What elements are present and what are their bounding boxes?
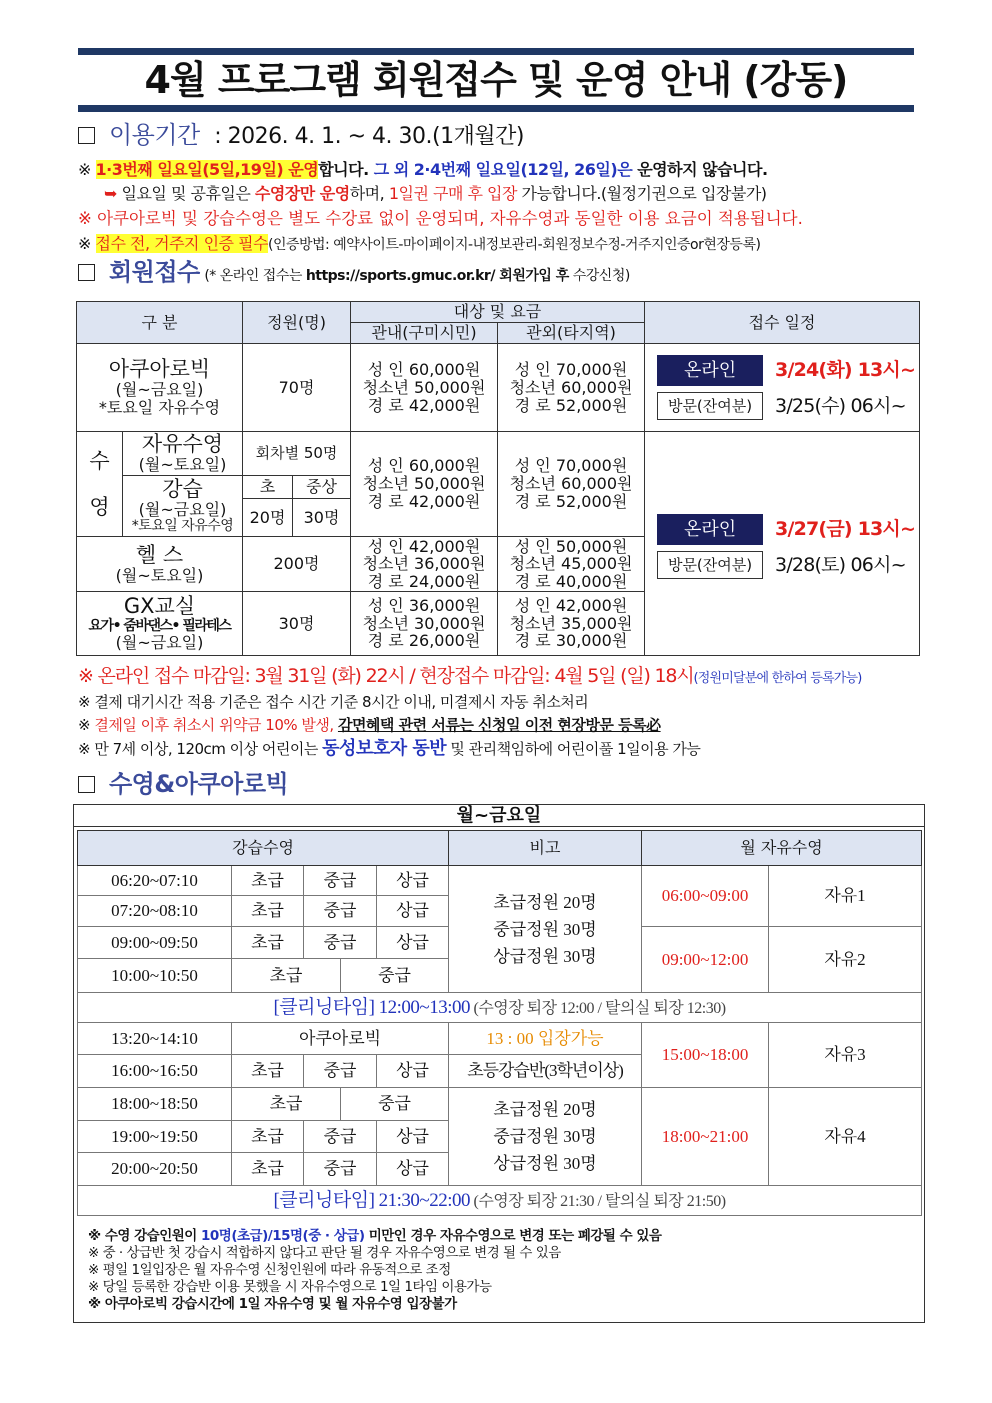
note [88, 1228, 661, 1245]
period-line [78, 121, 524, 150]
fee: 경 로 42,000원 [367, 492, 481, 511]
time-slot: 13:20~14:10 [78, 1023, 232, 1055]
fee: 성 인 70,000원 [514, 359, 628, 379]
aqua-note: 13 : 00 입장가능 [449, 1023, 642, 1055]
text: 수강신청) [568, 268, 630, 284]
capacity: 200명 [243, 537, 351, 592]
fee: 청소년 36,000원 [362, 554, 486, 574]
level: 상급 [377, 1121, 449, 1153]
capacity: 30명 [243, 592, 351, 656]
section-title: 회원접수 [109, 258, 200, 286]
capacity-note: 상급정원 30명 [493, 1154, 597, 1173]
capacity: 회차별 50명 [243, 432, 351, 476]
notice-1: ※ 1·3번째 일요일(5일,19일) 운영합니다. 그 외 2·4번째 일요일(12일, 26일)은 운영하지 않습니다. [78, 160, 768, 179]
header-division: 구 분 [77, 302, 243, 344]
note [78, 716, 661, 734]
text: 10명(초급)/15명(중 · 상급) [201, 1228, 365, 1244]
note: ※ 평일 1일입장은 월 자유수영 신청인원에 따라 유동적으로 조정 [88, 1262, 451, 1278]
level: 상급 [377, 927, 449, 959]
fee: 경 로 40,000원 [514, 571, 628, 591]
fee: 성 인 70,000원 [514, 456, 628, 475]
level: 초급 [232, 959, 341, 993]
level: 중급 [341, 1088, 449, 1121]
note: ※ 아쿠아로빅 강습시간에 1일 자유수영 및 월 자유수영 입장불가 [88, 1296, 457, 1312]
free-swim-time: 15:00~18:00 [642, 1023, 769, 1088]
section-title: 수영&아쿠아로빅 [109, 770, 289, 798]
registration-link[interactable]: https://sports.gmuc.or.kr/ 회원가입 후 [305, 268, 569, 284]
level: 중급 [304, 896, 377, 927]
capacity-note: 중급정원 30명 [493, 1127, 597, 1146]
fee: 성 인 60,000원 [367, 456, 481, 475]
note [78, 738, 700, 760]
kids-class: 초등강습반(3학년이상) [449, 1055, 642, 1088]
page-title: 4월 프로그램 회원접수 및 운영 안내 (강동) [78, 48, 914, 112]
fee: 청소년 35,000원 [509, 613, 633, 633]
level: 초급 [232, 1121, 304, 1153]
level: 중급 [304, 1121, 377, 1153]
swim-group-label: 수 [89, 449, 110, 473]
header-fee: 대상 및 요금 [351, 302, 645, 323]
table-row [77, 432, 920, 476]
program-name: 헬 스 [135, 542, 184, 567]
text: 동성보호자 동반 [322, 738, 447, 759]
text: 1일권 구매 후 입장 [388, 184, 517, 203]
time-slot: 07:20~08:10 [78, 896, 232, 927]
program-name: 자유수영 [141, 432, 224, 457]
capacity-note: 초급정원 20명 [493, 1100, 597, 1119]
header-free-swim: 월 자유수영 [642, 831, 922, 866]
level: 초급 [232, 896, 304, 927]
text: [클리닝타임] 12:00~13:00 [273, 996, 470, 1018]
text: 감면혜택 관련 서류는 신청일 이전 현장방문 등록必 [337, 716, 661, 734]
cleaning-time [78, 993, 922, 1023]
deadline [78, 665, 862, 688]
header-note: 비고 [449, 831, 642, 866]
time-slot: 06:20~07:10 [78, 866, 232, 896]
notice-3: ※ 아쿠아로빅 및 강습수영은 별도 수강료 없이 운영되며, 자유수영과 동일한 이용 요금이 적용됩니다. [78, 209, 803, 228]
capacity: 30명 [293, 499, 351, 537]
capacity-note: 상급정원 30명 [493, 946, 597, 966]
fee: 청소년 30,000원 [362, 613, 486, 633]
text: 미만인 경우 자유수영으로 변경 또는 폐강될 수 있음 [364, 1228, 662, 1244]
program-note: *토요일 자유수영 [131, 517, 234, 534]
fee: 청소년 50,000원 [362, 377, 486, 397]
text: 일요일 및 공휴일은 [116, 184, 255, 203]
header-resident: 관내(구미시민) [351, 323, 498, 344]
header-capacity: 정원(명) [243, 302, 351, 344]
text: ※ [78, 716, 95, 734]
aqua-class: 아쿠아로빅 [232, 1023, 449, 1055]
level-beginner: 초 [243, 476, 293, 499]
checkbox-icon [78, 776, 95, 793]
program-name: 아쿠아로빅 [108, 357, 211, 382]
schedule-table [77, 830, 922, 1216]
visit-button[interactable]: 방문(잔여분) [657, 551, 763, 579]
fee: 성 인 42,000원 [367, 536, 481, 556]
level: 상급 [377, 896, 449, 927]
level: 중급 [341, 959, 449, 993]
notice-highlight: 접수 전, 거주지 인증 필수 [95, 234, 268, 253]
checkbox-icon [78, 264, 95, 281]
program-sub: 요가• 줌바댄스• 필라테스 [88, 617, 231, 634]
text: (수영장 퇴장 12:00 / 탈의실 퇴장 12:30) [469, 999, 726, 1017]
level: 상급 [377, 1055, 449, 1088]
program-name: GX교실 [123, 594, 196, 619]
text: [클리닝타임] 21:30~22:00 [273, 1189, 470, 1211]
text: 및 관리책임하에 어린이풀 1일이용 가능 [446, 740, 701, 758]
time-slot: 19:00~19:50 [78, 1121, 232, 1153]
table-row [77, 344, 920, 432]
note: ※ 중 · 상급반 첫 강습시 적합하지 않다고 판단 될 경우 자유수영으로 변경 될 수 있음 [88, 1245, 561, 1261]
free-swim-name: 자유3 [769, 1023, 922, 1088]
header-schedule: 접수 일정 [645, 302, 920, 344]
free-swim-time: 18:00~21:00 [642, 1088, 769, 1186]
program-days: (월~토요일) [115, 565, 204, 585]
visit-button[interactable]: 방문(잔여분) [657, 392, 763, 420]
free-swim-name: 자유1 [769, 866, 922, 927]
fee: 성 인 36,000원 [367, 596, 481, 616]
schedule-notes [88, 1228, 661, 1313]
free-swim-time: 06:00~09:00 [642, 866, 769, 927]
swim-group-label: 영 [89, 495, 110, 519]
text: (인증방법: 예약사이트-마이페이지-내정보관리-회원정보수정-거주지인증or현장등록) [268, 237, 761, 253]
registration-heading [78, 258, 630, 290]
section2-heading [78, 770, 288, 799]
text: (* 온라인 접수는 [204, 268, 306, 284]
fee-table [76, 301, 920, 656]
fee: 청소년 60,000원 [509, 474, 633, 493]
capacity-note: 초급정원 20명 [493, 892, 597, 912]
header-nonresident: 관외(타지역) [498, 323, 645, 344]
fee: 경 로 26,000원 [367, 631, 481, 651]
fee: 청소년 50,000원 [362, 474, 486, 493]
checkbox-icon [78, 127, 95, 144]
fee: 성 인 60,000원 [367, 359, 481, 379]
period-label: 이용기간 [109, 121, 200, 149]
capacity: 20명 [243, 499, 293, 537]
text: 합니다. [318, 160, 374, 179]
text: 수영장만 운영 [254, 184, 350, 203]
visit-date: 3/25(수) 06시~ [775, 394, 906, 417]
text: 하며, [349, 184, 389, 203]
time-slot: 09:00~09:50 [78, 927, 232, 959]
fee: 경 로 24,000원 [367, 571, 481, 591]
text: 운영하지 않습니다. [632, 160, 768, 179]
text: ※ 온라인 접수 마감일: 3월 31일 (화) 22시 / 현장접수 마감일: 4월 5일 (일) 18시 [78, 665, 694, 687]
fee: 성 인 50,000원 [514, 536, 628, 556]
fee: 청소년 60,000원 [509, 377, 633, 397]
fee: 경 로 52,000원 [514, 395, 628, 415]
note: ※ 결제 대기시간 적용 기준은 접수 시간 기준 8시간 이내, 미결제시 자동 취소처리 [78, 693, 589, 711]
level: 초급 [232, 1055, 304, 1088]
program-days: (월~금요일) [138, 500, 227, 520]
capacity-note: 중급정원 30명 [493, 919, 597, 939]
level: 상급 [377, 866, 449, 896]
level: 중급 [304, 866, 377, 896]
program-name: 강습 [162, 476, 203, 501]
text: (수영장 퇴장 21:30 / 탈의실 퇴장 21:50) [469, 1192, 726, 1210]
notice-highlight: 1·3번째 일요일(5일,19일) 운영 [95, 160, 319, 179]
notice-4: ※ 접수 전, 거주지 인증 필수(인증방법: 예약사이트-마이페이지-내정보관리-회원정보수정-거주지인증or현장등록) [78, 234, 761, 253]
online-button[interactable]: 온라인 [657, 355, 763, 386]
level: 상급 [377, 1153, 449, 1186]
free-swim-name: 자유2 [769, 927, 922, 993]
level-intermediate: 중상 [293, 476, 351, 499]
notice-2 [104, 184, 767, 203]
note: ※ 당일 등록한 강습반 이용 못했을 시 자유수영으로 1일 1타임 이용가능 [88, 1279, 492, 1295]
program-note: *토요일 자유수영 [98, 398, 221, 418]
time-slot: 18:00~18:50 [78, 1088, 232, 1121]
text: ※ 수영 강습인원이 [88, 1228, 202, 1244]
time-slot: 16:00~16:50 [78, 1055, 232, 1088]
time-slot: 20:00~20:50 [78, 1153, 232, 1186]
period-value: : 2026. 4. 1. ~ 4. 30.(1개월간) [214, 124, 524, 149]
text: 가능합니다.(월정기권으로 입장불가) [516, 184, 767, 203]
level: 중급 [304, 1153, 377, 1186]
time-slot: 10:00~10:50 [78, 959, 232, 993]
fee: 경 로 52,000원 [514, 492, 628, 511]
level: 초급 [232, 1088, 341, 1121]
program-days: (월~토요일) [138, 455, 227, 475]
text: 그 외 2·4번째 일요일(12일, 26일)은 [373, 160, 633, 179]
free-swim-name: 자유4 [769, 1088, 922, 1186]
text: ※ 만 7세 이상, 120cm 이상 어린이는 [78, 740, 323, 758]
fee: 성 인 42,000원 [514, 596, 628, 616]
capacity: 70명 [243, 344, 351, 432]
fee: 청소년 45,000원 [509, 554, 633, 574]
level: 초급 [232, 1153, 304, 1186]
program-days: (월~금요일) [115, 632, 204, 652]
level: 중급 [304, 927, 377, 959]
header-lesson: 강습수영 [78, 831, 449, 866]
level: 초급 [232, 866, 304, 896]
free-swim-time: 09:00~12:00 [642, 927, 769, 993]
fee: 경 로 30,000원 [514, 631, 628, 651]
online-button[interactable]: 온라인 [657, 514, 763, 545]
cleaning-time [78, 1186, 922, 1216]
text: 결제일 이후 취소시 위약금 10% 발생, [94, 716, 334, 734]
online-date: 3/24(화) 13시~ [775, 359, 916, 382]
online-date: 3/27(금) 13시~ [775, 518, 916, 541]
fee: 경 로 42,000원 [367, 395, 481, 415]
arrow-icon: ➥ [104, 184, 117, 203]
text: (정원미달분에 한하여 등록가능) [693, 671, 862, 686]
program-days: (월~금요일) [115, 380, 204, 400]
level: 초급 [232, 927, 304, 959]
visit-date: 3/28(토) 06시~ [775, 553, 906, 576]
schedule-title: 월~금요일 [74, 805, 924, 827]
level: 중급 [304, 1055, 377, 1088]
